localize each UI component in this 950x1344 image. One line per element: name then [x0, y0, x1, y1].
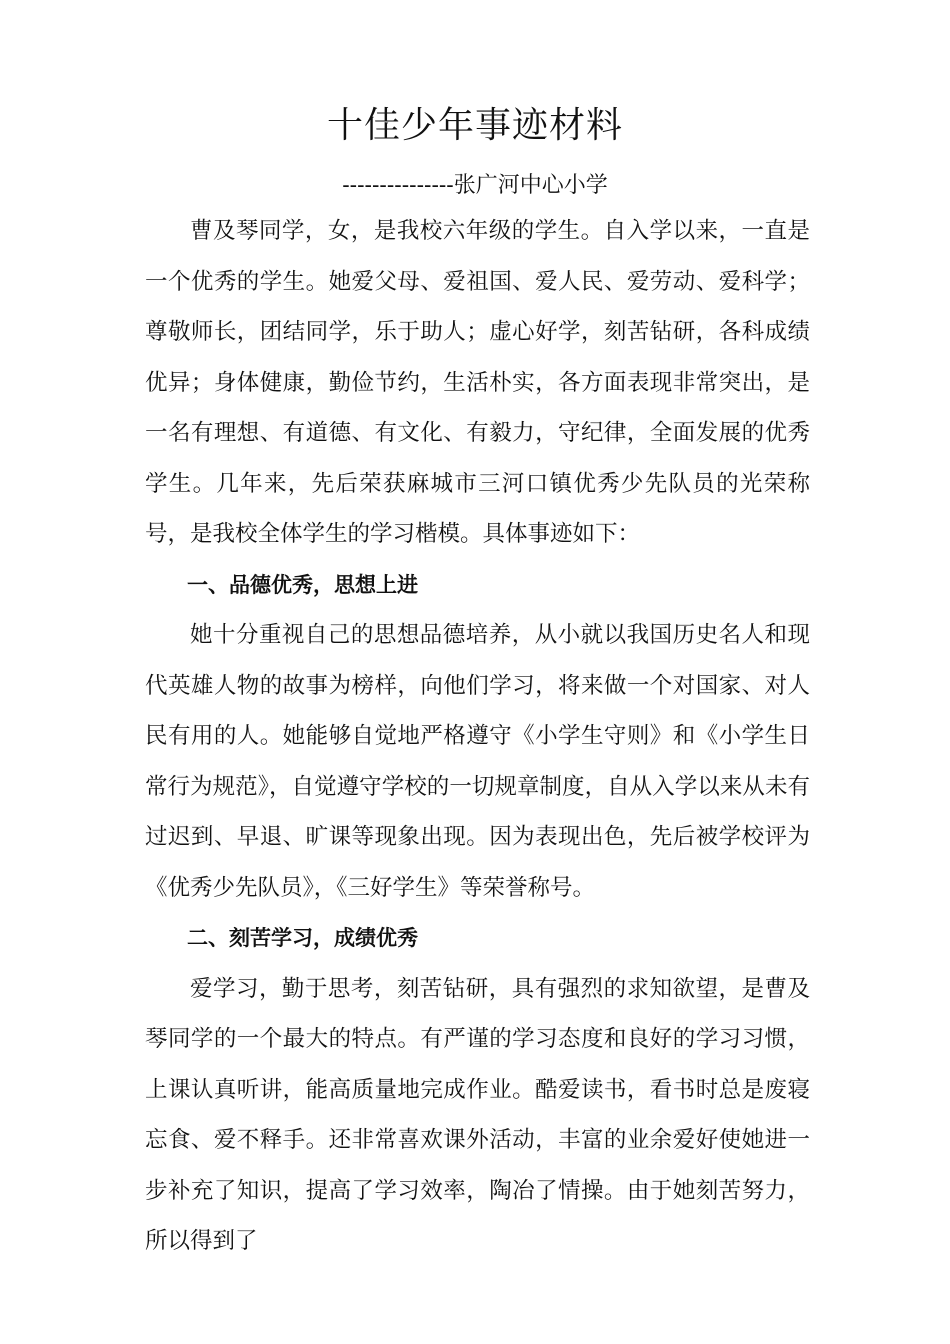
section-heading: 二、刻苦学习，成绩优秀	[187, 926, 418, 950]
section-paragraph: 爱学习，勤于思考，刻苦钻研，具有强烈的求知欲望，是曹及琴同学的一个最大的特点。有严谨的学习态度和良好的学习习惯，上课认真听讲，能高质量地完成作业。酷爱读书，看书时总是废寝忘食、爱不释手。还非常喜欢课外活动，丰富的业余爱好使她进一步补充了知识，提高了学习效率，陶冶了情操。由于她刻苦努力，所以得到了	[145, 975, 810, 1254]
document-body	[145, 206, 810, 1267]
section-1	[145, 560, 810, 914]
intro-paragraph: 曹及琴同学，女，是我校六年级的学生。自入学以来，一直是一个优秀的学生。她爱父母、爱祖国、爱人民、爱劳动、爱科学；尊敬师长，团结同学，乐于助人；虚心好学，刻苦钻研，各科成绩优异；身体健康，勤俭节约，生活朴实，各方面表现非常突出，是一名有理想、有道德、有文化、有毅力，守纪律，全面发展的优秀学生。几年来，先后荣获麻城市三河口镇优秀少先队员的光荣称号，是我校全体学生的学习楷模。具体事迹如下：	[145, 218, 810, 547]
section-paragraph: 她十分重视自己的思想品德培养，从小就以我国历史名人和现代英雄人物的故事为榜样，向他们学习，将来做一个对国家、对人民有用的人。她能够自觉地严格遵守《小学生守则》和《小学生日常行为规范》，自觉遵守学校的一切规章制度，自从入学以来从未有过迟到、早退、旷课等现象出现。因为表现出色，先后被学校评为《优秀少先队员》，《三好学生》等荣誉称号。	[145, 622, 810, 901]
document-title: 十佳少年事迹材料	[326, 105, 623, 146]
document-subtitle: ---------------张广河中心小学	[342, 173, 608, 198]
section-heading: 一、品德优秀，思想上进	[187, 572, 418, 597]
section-2	[145, 913, 810, 1267]
